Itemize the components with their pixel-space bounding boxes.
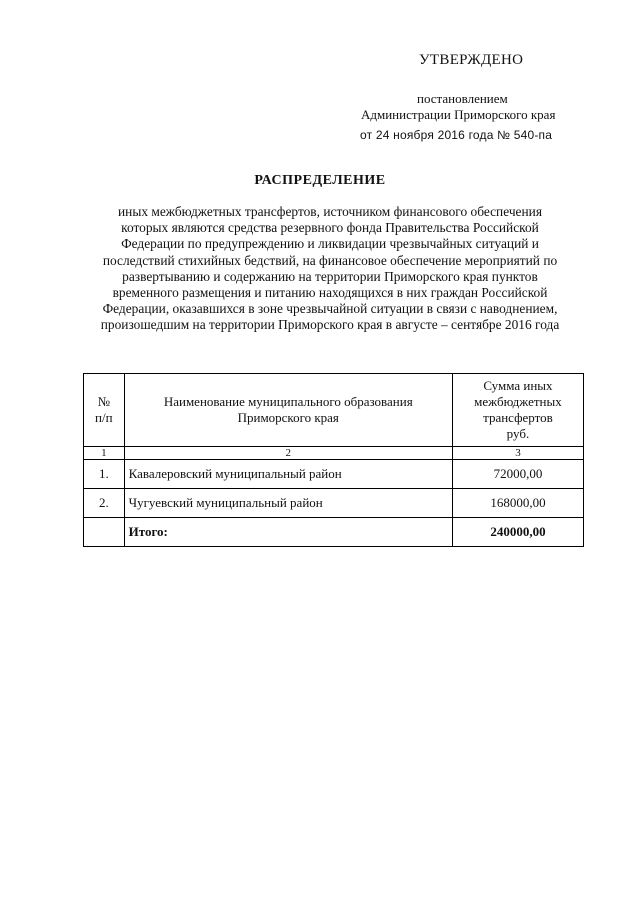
description-line: Федерации по предупреждению и ликвидации чрезвычайных ситуаций и bbox=[121, 236, 539, 252]
administration-name: Администрации Приморского края bbox=[361, 107, 556, 122]
header-text: п/п bbox=[95, 410, 113, 425]
header-text: Сумма иных bbox=[483, 378, 553, 393]
description-line: иных межбюджетных трансфертов, источником финансового обеспечения bbox=[117, 204, 542, 219]
header-text: межбюджетных bbox=[474, 394, 562, 409]
header-cell-name bbox=[124, 374, 452, 447]
document-date-number: от 24 ноября 2016 года № 540-па bbox=[360, 128, 553, 142]
table-header-row bbox=[84, 374, 584, 447]
approval-stamp: УТВЕРЖДЕНО bbox=[419, 52, 524, 68]
description-line: развертыванию и содержанию на территории Приморского края пунктов bbox=[122, 268, 538, 284]
municipality-name: Кавалеровский муниципальный район bbox=[124, 460, 452, 489]
municipality-name: Чугуевский муниципальный район bbox=[124, 489, 452, 518]
header-text: трансфертов bbox=[483, 410, 553, 425]
total-empty-cell bbox=[84, 518, 125, 547]
total-row bbox=[84, 518, 584, 547]
header-text: руб. bbox=[506, 426, 530, 441]
header-cell-amount bbox=[452, 374, 583, 447]
description-line: произошедшим на территории Приморского края в августе – сентябре 2016 года bbox=[100, 317, 560, 333]
header-text: Наименование муниципального образования bbox=[163, 394, 413, 409]
row-number: 1. bbox=[84, 460, 125, 489]
distribution-table bbox=[83, 373, 584, 547]
row-number: 2. bbox=[84, 489, 125, 518]
header-cell-number bbox=[84, 374, 125, 447]
table-row bbox=[84, 460, 584, 489]
description-line: Федерации, оказавшихся в зоне чрезвычайной ситуации в связи с наводнением, bbox=[102, 301, 558, 317]
column-number-row bbox=[84, 447, 584, 460]
column-number: 1 bbox=[84, 447, 125, 460]
column-number: 2 bbox=[124, 447, 452, 460]
column-number: 3 bbox=[452, 447, 583, 460]
table-row bbox=[84, 489, 584, 518]
description-line: которых являются средства резервного фонда Правительства Российской bbox=[121, 220, 539, 236]
total-amount: 240000,00 bbox=[452, 518, 583, 547]
resolution-label: постановлением bbox=[417, 91, 508, 106]
description-line: последствий стихийных бедствий, на финансовое обеспечение мероприятий по bbox=[102, 252, 558, 268]
transfer-amount: 168000,00 bbox=[452, 489, 583, 518]
header-text: № bbox=[97, 394, 111, 409]
document-description bbox=[60, 204, 600, 334]
document-title: РАСПРЕДЕЛЕНИЕ bbox=[254, 173, 386, 188]
transfer-amount: 72000,00 bbox=[452, 460, 583, 489]
total-label: Итого: bbox=[124, 518, 452, 547]
description-line: временного размещения и питанию находящихся в них граждан Российской bbox=[112, 285, 548, 301]
header-text: Приморского края bbox=[237, 410, 339, 425]
